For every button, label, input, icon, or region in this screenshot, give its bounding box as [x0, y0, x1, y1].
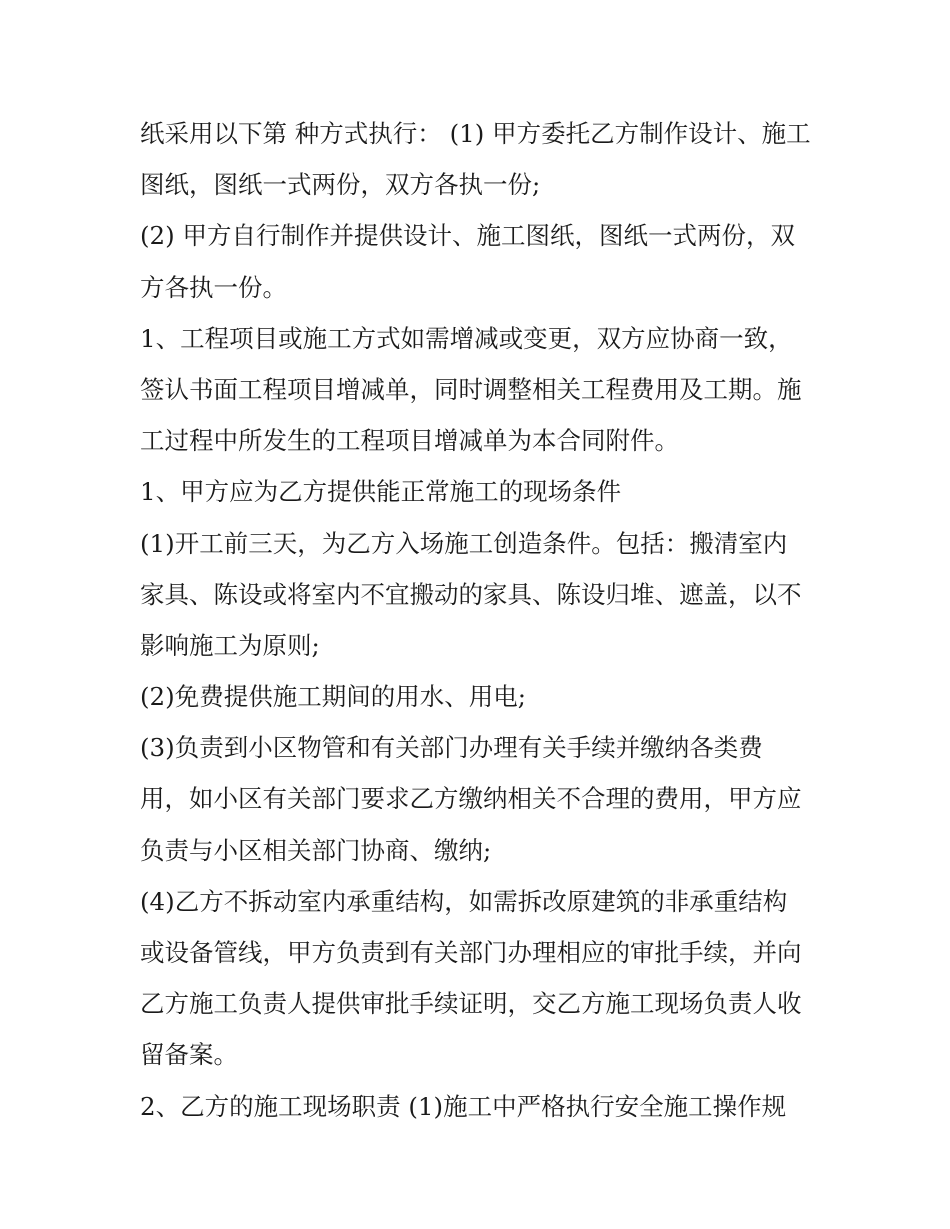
text-line: (3)负责到小区物管和有关部门办理有关手续并缴纳各类费 [140, 733, 763, 763]
text-line: 乙方施工负责人提供审批手续证明，交乙方施工现场负责人收 [140, 989, 802, 1019]
text-line: (1)开工前三天，为乙方入场施工创造条件。包括：搬清室内 [140, 528, 788, 558]
text-line: (4)乙方不拆动室内承重结构，如需拆改原建筑的非承重结构 [140, 886, 788, 916]
text-line: 签认书面工程项目增减单，同时调整相关工程费用及工期。施 [140, 374, 802, 404]
text-line: (2)免费提供施工期间的用水、用电; [140, 682, 526, 712]
text-line: 或设备管线，甲方负责到有关部门办理相应的审批手续，并向 [140, 938, 802, 967]
text-line: 1、工程项目或施工方式如需增减或变更，双方应协商一致， [140, 323, 793, 353]
text-line: 用，如小区有关部门要求乙方缴纳相关不合理的费用，甲方应 [140, 784, 802, 814]
text-line: 家具、陈设或将室内不宜搬动的家具、陈设归堆、遮盖，以不 [140, 579, 802, 609]
text-line: 负责与小区相关部门协商、缴纳; [140, 835, 492, 865]
document-body [140, 108, 830, 1132]
text-line: (2) 甲方自行制作并提供设计、施工图纸，图纸一式两份，双 [140, 221, 795, 251]
text-line: 工过程中所发生的工程项目增减单为本合同附件。 [140, 426, 679, 456]
text-line: 图纸，图纸一式两份，双方各执一份; [140, 170, 541, 200]
text-line: 方各执一份。 [140, 272, 287, 302]
text-line: 2、乙方的施工现场职责 (1)施工中严格执行安全施工操作规 [140, 1091, 787, 1121]
text-line: 影响施工为原则; [140, 630, 320, 660]
text-line: 纸采用以下第 种方式执行： (1) 甲方委托乙方制作设计、施工 [140, 119, 811, 148]
text-line: 留备案。 [140, 1040, 238, 1070]
text-line: 1、甲方应为乙方提供能正常施工的现场条件 [140, 477, 622, 507]
